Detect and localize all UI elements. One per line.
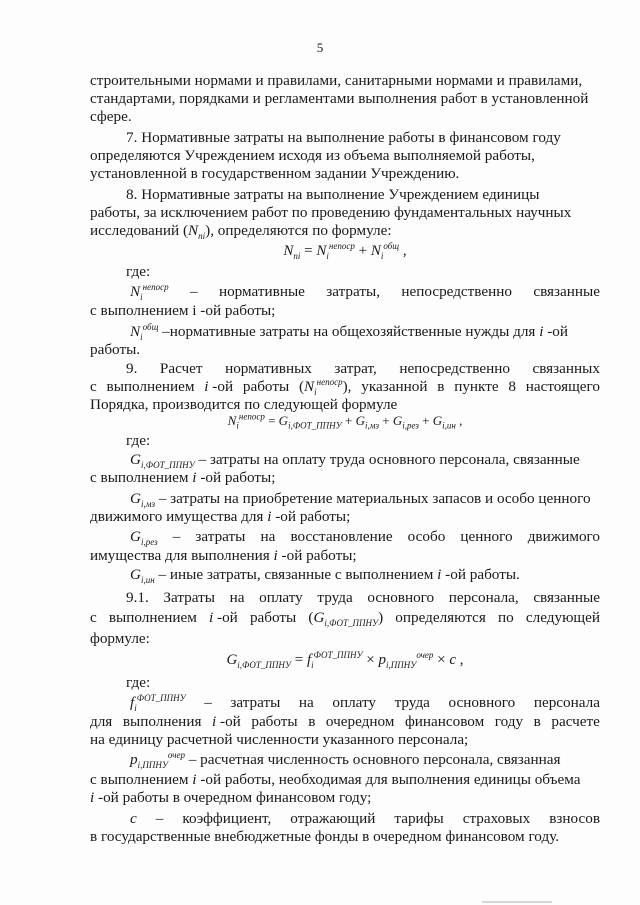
text-line: с выполнением i -ой работы $(G_{i,ФОТ\_ППНУ})$ определяются по следующей bbox=[90, 609, 600, 629]
text-line: с выполнением i -ой работы, необходимая для выполнения единицы объема bbox=[90, 771, 581, 788]
text-line: где: bbox=[126, 432, 151, 449]
definition-line: $N_i^{общ}$ –нормативные затраты на общехозяйственные нужды для i -ой bbox=[130, 321, 569, 343]
text-line: имущества для выполнения i -ой работы; bbox=[90, 547, 357, 564]
text-line: строительными нормами и правилами, санитарными нормами и правилами, bbox=[90, 72, 583, 89]
text-line: с выполнением i -ой работы $(N_i^{непоср})$, указанной в пункте 8 настоящего bbox=[90, 376, 600, 398]
definition-line: $G_{i,ин}$ – иные затраты, связанные с выполнением i -ой работы. bbox=[130, 566, 520, 586]
text-line: 9.1. Затраты на оплату труда основного персонала, связанные bbox=[126, 589, 600, 606]
text-line: работы, за исключением работ по проведению фундаментальных научных bbox=[90, 204, 572, 221]
text-line: где: bbox=[126, 263, 151, 280]
text-line: Порядка, производится по следующей формуле bbox=[90, 396, 398, 413]
text-line: i -ой работы в очередном финансовом году; bbox=[90, 789, 372, 806]
definition-line: $p_{i,ППНУ}^{очер}$ – расчетная численность основного персонала, связанная bbox=[130, 749, 561, 771]
text-line: установленной в государственном задании Учреждению. bbox=[90, 165, 460, 182]
text-line: в государственные внебюджетные фонды в очередном финансовом году. bbox=[90, 828, 560, 845]
text-line: определяются Учреждением исходя из объема выполняемой работы, bbox=[90, 147, 535, 164]
text-line: для выполнения i -ой работы в очередном финансовом году в расчете bbox=[90, 713, 600, 730]
text-line: с выполнением i -ой работы; bbox=[90, 302, 276, 319]
definition-line: $G_{i,ФОТ\_ППНУ}$ – затраты на оплату труда основного персонала, связанные bbox=[130, 451, 580, 471]
text-line: работы. bbox=[90, 341, 141, 358]
definition-line: $N_i^{непоср}$ – нормативные затраты, непосредственно связанные bbox=[130, 281, 600, 303]
text-line: стандартами, порядками и регламентами выполнения работ в установленной bbox=[90, 90, 589, 107]
text-line: с выполнением i -ой работы; bbox=[90, 469, 276, 486]
text-line: 7. Нормативные затраты на выполнение работы в финансовом году bbox=[126, 129, 561, 146]
text-line: движимого имущества для i -ой работы; bbox=[90, 508, 351, 525]
text-line: где: bbox=[126, 674, 151, 691]
definition-line: $G_{i,мз}$ – затраты на приобретение материальных запасов и особо ценного bbox=[130, 490, 591, 510]
page-number: 5 bbox=[316, 40, 324, 55]
text-line: сфере. bbox=[90, 108, 132, 125]
definition-line: c – коэффициент, отражающий тарифы страховых взносов bbox=[130, 810, 600, 827]
formula-1: $N_{ni} = N_i^{непоср} + N_i^{общ}$ , bbox=[283, 241, 407, 261]
text-line: формуле: bbox=[90, 630, 150, 647]
text-line: исследований $(N_{ni})$, определяются по формуле: bbox=[90, 222, 392, 242]
definition-line: $f_i^{ФОТ\_ППНУ}$ – затраты на оплату труда основного персонала bbox=[130, 692, 600, 714]
definition-line: $G_{i,рез}$ – затраты на восстановление особо ценного движимого bbox=[130, 528, 600, 548]
formula-2: $N_i^{непоср} = G_{i,ФОТ\_ППНУ} + G_{i,мз} + G_{i,рез} + G_{i,ин}$ , bbox=[227, 411, 463, 431]
formula-3: $G_{i,ФОТ\_ППНУ} = f_i^{ФОТ\_ППНУ} \times p_{i,ППНУ}^{очер} \times c$ , bbox=[226, 650, 464, 670]
text-line: на единицу расчетной численности указанного персонала; bbox=[90, 731, 469, 748]
scan-artifact bbox=[482, 901, 552, 903]
text-line: 8. Нормативные затраты на выполнение Учреждением единицы bbox=[126, 186, 540, 203]
text-line: 9. Расчет нормативных затрат, непосредственно связанных bbox=[126, 360, 600, 377]
